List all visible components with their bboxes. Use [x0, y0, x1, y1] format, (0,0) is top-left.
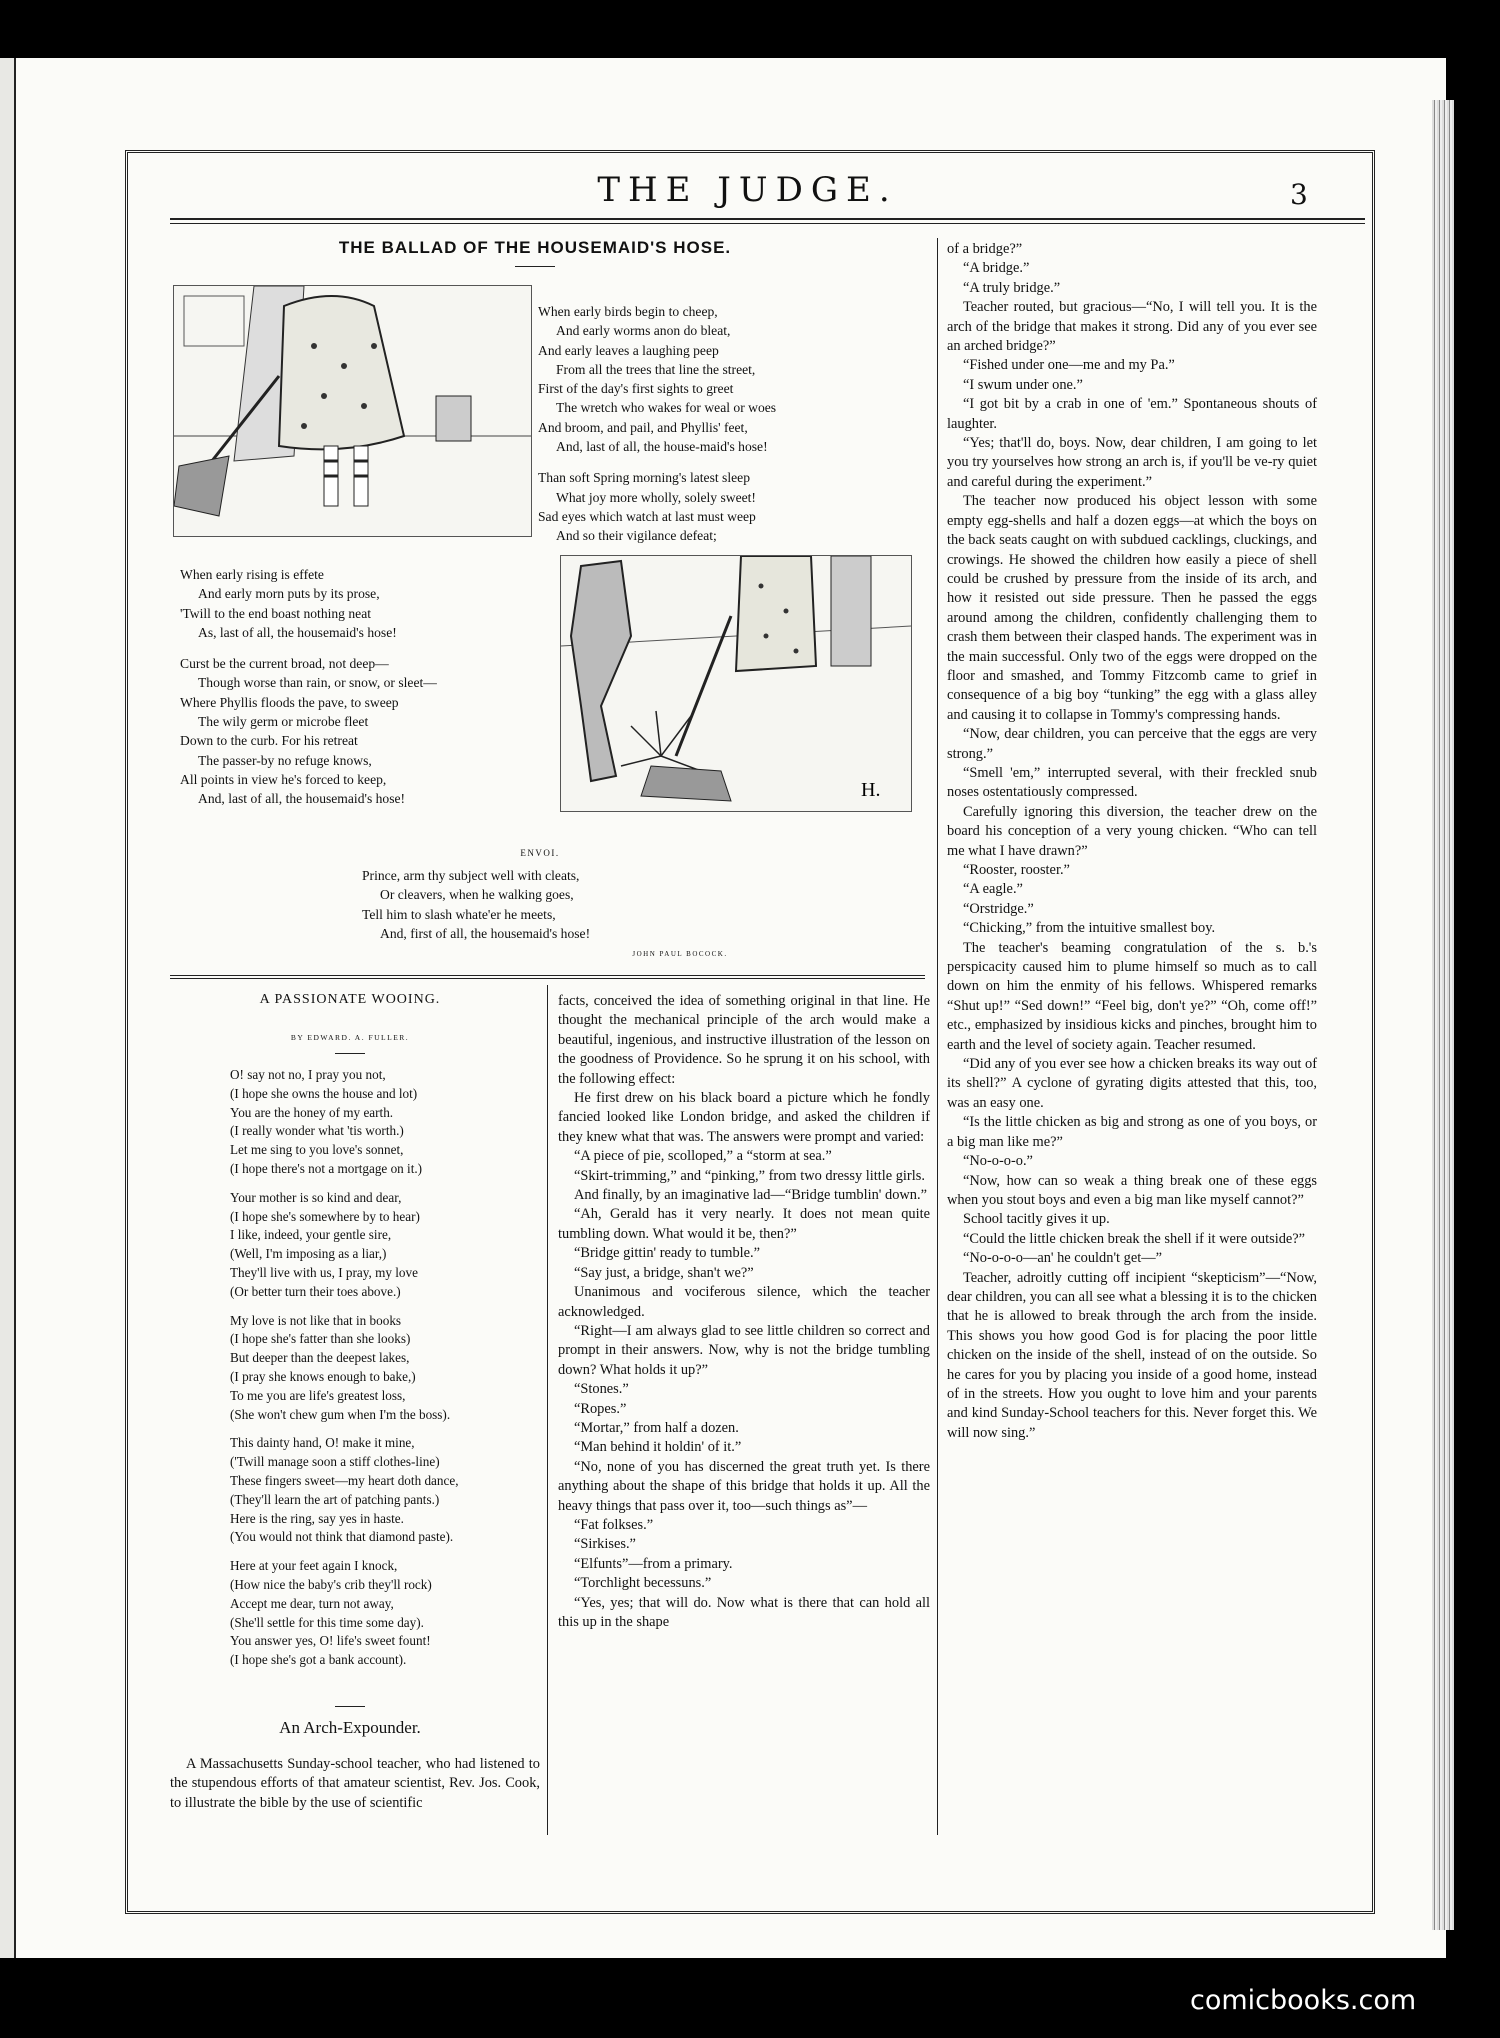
paragraph: And finally, by an imaginative lad—“Bridge tumblin' down.”	[574, 1187, 927, 1204]
verse-line: (I really wonder what 'tis worth.)	[230, 1123, 404, 1139]
paragraph: “Did any of you ever see how a chicken breaks its way out of its shell?” A cyclone of gyrating digits attested that this, too, was an easy one.	[947, 1056, 1317, 1111]
paragraph: “Now, dear children, you can perceive that the eggs are very strong.”	[947, 726, 1317, 762]
paragraph: “Yes, yes; that will do. Now what is there that can hold all this up in the shape	[558, 1594, 930, 1630]
paragraph: facts, conceived the idea of something original in that line. He thought the mechanical principle of the arch would make a beautiful, ingenious, and instructive illustration of the lesson on the goodness of Providence. So he sprung it on his school, with the following effect:	[558, 993, 930, 1087]
paragraph: “Bridge gittin' ready to tumble.”	[574, 1245, 761, 1262]
verse-line: Tell him to slash whate'er he meets,	[362, 906, 556, 922]
paragraph: Teacher routed, but gracious—“No, I will tell you. It is the arch of the bridge that makes it strong. Did any of you ever see an arched bridge?”	[947, 299, 1317, 355]
paragraph: “Man behind it holdin' of it.”	[574, 1439, 742, 1456]
verse-line: Let me sing to you love's sonnet,	[230, 1142, 404, 1158]
title-dash	[335, 1053, 365, 1054]
paragraph: He first drew on his black board a picture which he fondly fancied looked like London bridge, and asked the children if they knew what that was. The answers were prompt and varied:	[558, 1090, 930, 1145]
ballad-title: THE BALLAD OF THE HOUSEMAID'S HOSE.	[338, 238, 732, 257]
verse-line: I like, indeed, your gentle sire,	[230, 1227, 392, 1243]
verse-line: Than soft Spring morning's latest sleep	[538, 470, 750, 486]
paragraph: “I swum under one.”	[963, 376, 1083, 393]
paragraph: “Ropes.”	[574, 1400, 627, 1417]
verse-line: (She won't chew gum when I'm the boss).	[230, 1406, 451, 1422]
housemaid-sweeping-illustration	[173, 285, 532, 537]
verse-line: All points in view he's forced to keep,	[180, 771, 387, 787]
verse-line: (I hope she owns the house and lot)	[230, 1085, 418, 1101]
paragraph: “Elfunts”—from a primary.	[574, 1555, 733, 1572]
arch-column-2	[558, 992, 930, 1632]
paragraph: of a bridge?”	[947, 241, 1023, 257]
paragraph: Unanimous and vociferous silence, which the teacher acknowledged.	[558, 1284, 930, 1320]
verse-line: Prince, arm thy subject well with cleats,	[362, 868, 580, 883]
envoi-label: ENVOI.	[520, 848, 560, 858]
verse-line: (How nice the baby's crib they'll rock)	[230, 1576, 432, 1592]
paragraph: “I got bit by a crab in one of 'em.” Spontaneous shouts of laughter.	[947, 396, 1317, 432]
verse-line: This dainty hand, O! make it mine,	[230, 1435, 415, 1451]
arch-title: An Arch-Expounder.	[279, 1718, 421, 1737]
verse-line: (She'll settle for this time some day).	[230, 1614, 424, 1630]
verse-line: (They'll learn the art of patching pants.)	[230, 1491, 440, 1507]
site-watermark: comicbooks.com	[1190, 1985, 1417, 2016]
paragraph: “A piece of pie, scolloped,” a “storm at sea.”	[574, 1148, 832, 1165]
paragraph: “Is the little chicken as big and strong as one of you boys, or a big man like me?”	[947, 1114, 1317, 1150]
verse-line: (I hope she's fatter than she looks)	[230, 1331, 411, 1347]
verse-line: The wily germ or microbe fleet	[198, 714, 369, 730]
paragraph: “Rooster, rooster.”	[963, 862, 1070, 878]
verse-line: And early leaves a laughing peep	[538, 342, 719, 358]
verse-line: To me you are life's greatest loss,	[230, 1387, 406, 1403]
verse-line: And early worms anon do bleat,	[556, 323, 731, 339]
verse-line: When early rising is effete	[180, 567, 324, 582]
verse-line: And so their vigilance defeat;	[556, 528, 717, 544]
verse-line: From all the trees that line the street,	[556, 361, 756, 377]
verse-line: (Or better turn their toes above.)	[230, 1283, 401, 1299]
column-rule	[937, 238, 938, 1835]
verse-line: ('Twill manage soon a stiff clothes-line)	[230, 1454, 440, 1470]
verse-line: Curst be the current broad, not deep—	[180, 656, 389, 672]
verse-line: 'Twill to the end boast nothing neat	[180, 605, 372, 621]
wooing-title: A PASSIONATE WOOING.	[259, 992, 441, 1007]
verse-line: What joy more wholly, solely sweet!	[556, 489, 756, 505]
verse-line: (I pray she knows enough to bake,)	[230, 1368, 416, 1384]
verse-line: (I hope there's not a mortgage on it.)	[230, 1160, 423, 1176]
paragraph: Teacher, adroitly cutting off incipient “skepticism”—“Now, dear children, you can all see what a blessing it is to the chicken that he is allowed to break through the arch from the inside. This shows you how good God is for placing the poor little chicken on the inside of the shell, instead of on the outside. So he cares for you by placing you inside of a good home, instead of in the streets. How you ought to love him and your parents and kind Sunday-School teachers for this. Never forget this. We will now sing.”	[947, 1269, 1317, 1441]
paragraph: A Massachusetts Sunday-school teacher, who had listened to the stupendous efforts of that amateur scientist, Rev. Jos. Cook, to illustrate the bible by the use of scientific	[170, 1756, 540, 1811]
verse-line: You answer yes, O! life's sweet fount!	[230, 1633, 431, 1649]
paragraph: Carefully ignoring this diversion, the teacher drew on the board his conception of a very young chicken. “Who can tell me what I have drawn?”	[947, 803, 1317, 859]
verse-line: Down to the curb. For his retreat	[180, 733, 358, 749]
paragraph: “Ah, Gerald has it very nearly. It does not mean quite tumbling down. What would it be, then?”	[558, 1206, 930, 1242]
verse-line: As, last of all, the housemaid's hose!	[198, 624, 397, 640]
paragraph: “Could the little chicken break the shell if it were outside?”	[963, 1230, 1306, 1247]
verse-line: And, last of all, the housemaid's hose!	[198, 791, 406, 807]
verse-line: (I hope she's somewhere by to hear)	[230, 1208, 420, 1224]
wooing-byline: BY EDWARD. A. FULLER.	[290, 1033, 410, 1042]
verse-line: Sad eyes which watch at last must weep	[538, 508, 756, 524]
paragraph: The teacher's beaming congratulation of the s. b.'s perspicacity caused him to plume himself so much as to call down on him the enmity of his fellows. Whispered remarks “Shut up!” “Sed down!” “Feel big, don't ye?” “Oh, come off!” etc., emphasized by insidious kicks and pinches, brought him to earth and the level of society again. Teacher resumed.	[947, 939, 1317, 1053]
masthead-title: THE JUDGE.	[597, 170, 898, 210]
ballad-stanza-1	[538, 302, 868, 546]
verse-line: (I hope she's got a bank account).	[230, 1652, 407, 1668]
paragraph: “Right—I am always glad to see little children so correct and prompt in their answers. Now, why is not the bridge tumbling down? What holds it up?”	[558, 1322, 930, 1378]
wooing-verse	[230, 1066, 540, 1670]
paragraph: “Chicking,” from the intuitive smallest boy.	[963, 920, 1216, 937]
ballad-stanza-3-4	[180, 565, 560, 809]
paragraph: “Stones.”	[574, 1381, 629, 1398]
masthead-rule-thin	[170, 223, 1365, 224]
paragraph: “Orstridge.”	[963, 900, 1034, 917]
verse-line: When early birds begin to cheep,	[538, 304, 718, 319]
verse-line: And, last of all, the house-maid's hose!	[556, 439, 768, 455]
title-dash	[515, 266, 555, 267]
paragraph: “A bridge.”	[963, 260, 1030, 277]
paragraph: “Mortar,” from half a dozen.	[574, 1419, 739, 1436]
paragraph: “No, none of you has discerned the great truth yet. Is there anything about the shape of this bridge that holds it up. All the heavy things that pass over it, too—such things as”—	[558, 1458, 930, 1514]
verse-line: (Well, I'm imposing as a liar,)	[230, 1246, 387, 1262]
paragraph: “Fished under one—me and my Pa.”	[963, 357, 1175, 374]
paragraph: School tacitly gives it up.	[963, 1211, 1110, 1228]
verse-line: Here at your feet again I knock,	[230, 1558, 398, 1574]
verse-line: Accept me dear, turn not away,	[230, 1595, 394, 1611]
passer-by-splash-illustration	[560, 555, 912, 812]
paragraph: “Now, how can so weak a thing break one of these eggs when you stout boys and even a big man like myself cannot?”	[947, 1172, 1317, 1208]
page-number: 3	[1290, 178, 1308, 211]
paragraph: The teacher now produced his object lesson with some empty egg-shells and half a dozen eggs—at which the boys on the back seats caught on with subdued cacklings, cluckings, and crowings. He showed the children how easily a piece of shell could be crushed by pressure from the inside of its arch, and how it resisted out side pressure. Then he passed the eggs around among the children, confidently challenging them to crash them between their clasped hands. The experiment was in the main successful. Only two of the eggs were dropped on the floor and smashed, and Tommy Fitzcomb came to grief in consequence of a big boy “tunking” the egg with a glass alley and causing it to collapse in Tommy's compressing hands.	[947, 493, 1317, 723]
page-stack-edge	[1432, 100, 1454, 1930]
arch-column-1	[170, 1755, 540, 1813]
arch-column-3	[947, 240, 1317, 1443]
verse-line: These fingers sweet—my heart doth dance,	[230, 1472, 459, 1488]
verse-line: They'll live with us, I pray, my love	[230, 1264, 418, 1280]
column-rule	[547, 985, 548, 1835]
verse-line: My love is not like that in books	[230, 1312, 402, 1328]
verse-line: Or cleavers, when he walking goes,	[380, 887, 574, 903]
verse-line: (You would not think that diamond paste).	[230, 1529, 454, 1545]
section-rule-2	[170, 978, 925, 979]
paragraph: “Torchlight becessuns.”	[574, 1575, 712, 1592]
verse-line: But deeper than the deepest lakes,	[230, 1350, 410, 1366]
paragraph: “Sirkises.”	[574, 1536, 636, 1553]
paragraph: “No-o-o-o—an' he couldn't get—”	[963, 1250, 1162, 1267]
verse-line: Here is the ring, say yes in haste.	[230, 1510, 404, 1526]
verse-line: And broom, and pail, and Phyllis' feet,	[538, 419, 748, 435]
paragraph: “Smell 'em,” interrupted several, with their freckled snub noses ostentatiously compressed.	[947, 764, 1317, 801]
paragraph: “Fat folkses.”	[574, 1516, 654, 1533]
artist-mark: H.	[861, 779, 881, 801]
ballad-author: JOHN PAUL BOCOCK.	[632, 950, 728, 958]
paragraph: “A eagle.”	[963, 881, 1023, 898]
paragraph: “Skirt-trimming,” and “pinking,” from two dressy little girls.	[574, 1167, 925, 1184]
paragraph: “Yes; that'll do, boys. Now, dear children, I am going to let you try yourselves how strong an arch is, if you'll be ve-ry quiet and careful during the experiment.”	[947, 435, 1317, 490]
verse-line: Where Phyllis floods the pave, to sweep	[180, 694, 399, 710]
masthead-rule	[170, 218, 1365, 220]
verse-line: And early morn puts by its prose,	[198, 586, 380, 602]
paragraph: “Say just, a bridge, shan't we?”	[574, 1264, 754, 1281]
verse-line: First of the day's first sights to greet	[538, 381, 734, 397]
envoi-verse	[362, 866, 722, 943]
verse-line: The passer-by no refuge knows,	[198, 752, 372, 768]
verse-line: Though worse than rain, or snow, or sleet—	[198, 675, 437, 691]
title-dash	[335, 1706, 365, 1707]
verse-line: You are the honey of my earth.	[230, 1104, 394, 1120]
verse-line: The wretch who wakes for weal or woes	[556, 400, 777, 416]
paragraph: “A truly bridge.”	[963, 279, 1061, 296]
adjacent-page-edge	[0, 58, 16, 1958]
paragraph: “No-o-o-o.”	[963, 1153, 1033, 1170]
verse-line: Your mother is so kind and dear,	[230, 1189, 402, 1205]
verse-line: And, first of all, the housemaid's hose!	[380, 925, 591, 941]
verse-line: O! say not no, I pray you not,	[230, 1067, 386, 1082]
section-rule	[170, 975, 925, 976]
